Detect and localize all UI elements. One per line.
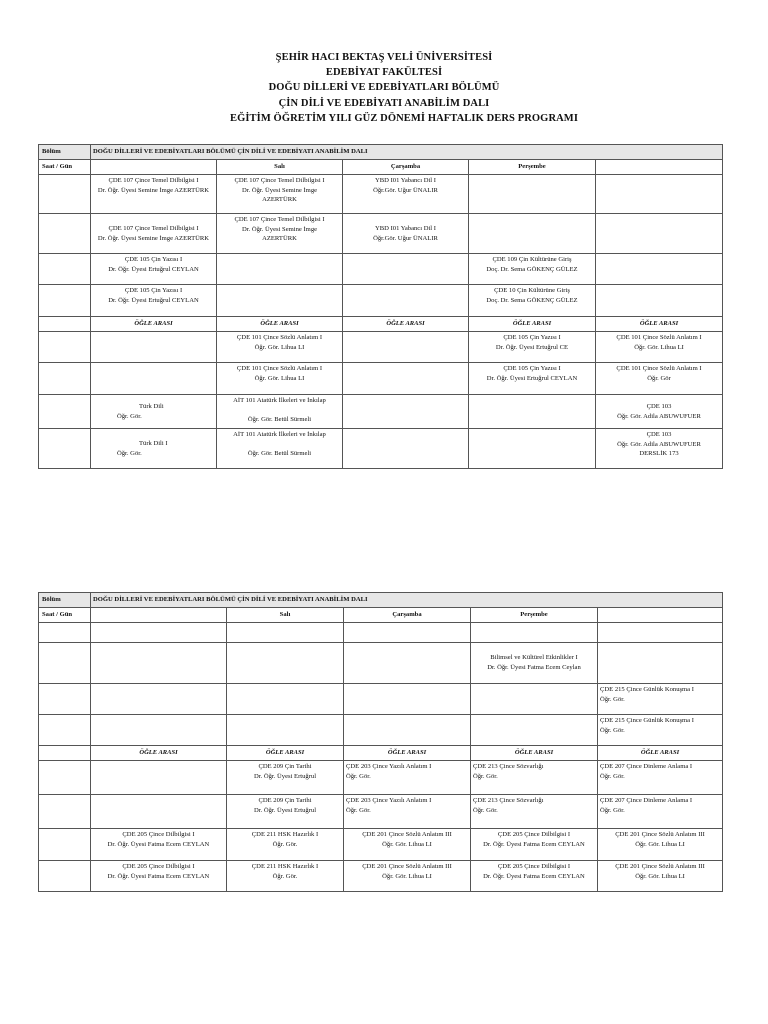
course-cell: AİT 101 Atatürk İlkeleri ve İnkılap Öğr. Gör. Betül Sürmeli (217, 429, 343, 469)
time-cell (39, 254, 91, 285)
lunch-break-row (39, 746, 723, 761)
course-cell (598, 643, 723, 684)
course-cell (91, 623, 227, 643)
table-row (39, 761, 723, 795)
time-cell (39, 861, 91, 892)
table-row (39, 623, 723, 643)
course-cell: ÇDE 101 Çince Sözlü Anlatım I Öğr. Gör. Lihua LI (596, 332, 723, 363)
department-cell: DOĞU DİLLERİ VE EDEBİYATLARI BÖLÜMÜ ÇİN DİLİ VE EDEBİYATI ANABİLİM DALI (91, 593, 723, 608)
course-cell: ÇDE 101 Çince Sözlü Anlatım I Öğr. Gör. Lihua LI (217, 363, 343, 395)
course-cell: ÇDE 107 Çince Temel Dilbilgisi I Dr. Öğr. Üyesi Semine İmge AZERTÜRK (217, 214, 343, 254)
table-row (39, 429, 723, 469)
bolum-label: Bölüm (39, 145, 91, 160)
time-cell (39, 317, 91, 332)
time-cell (39, 429, 91, 469)
course-cell: ÇDE 207 Çince Dinleme Anlama I Öğr. Gör. (598, 795, 723, 829)
course-cell: ÇDE 209 Çin Tarihi Dr. Öğr. Üyesi Ertuğrul (227, 795, 344, 829)
time-cell (39, 761, 91, 795)
course-cell (596, 285, 723, 317)
course-cell: ÇDE 201 Çince Sözlü Anlatım III Öğr. Gör. Lihua LI (598, 829, 723, 861)
course-cell: ÇDE 107 Çince Temel Dilbilgisi I Dr. Öğr. Üyesi Semine İmge AZERTÜRK (91, 214, 217, 254)
course-cell (91, 395, 217, 429)
table-row (39, 145, 723, 160)
saat-gun-label: Saat / Gün (39, 608, 91, 623)
day-header-wednesday: Çarşamba (343, 160, 469, 175)
table-row (39, 861, 723, 892)
course-cell: ÇDE 103 Öğr. Gör. Adila ABUWUFUER (596, 395, 723, 429)
course-cell: ÇDE 205 Çince Dilbilgisi I Dr. Öğr. Üyesi Fatma Ecem CEYLAN (91, 829, 227, 861)
day-header-tuesday: Salı (217, 160, 343, 175)
time-cell (39, 795, 91, 829)
course-cell (227, 623, 344, 643)
course-cell (344, 623, 471, 643)
course-cell (343, 285, 469, 317)
document-header (0, 50, 768, 126)
course-cell (91, 332, 217, 363)
course-cell (91, 684, 227, 715)
course-cell (469, 395, 596, 429)
course-cell (91, 643, 227, 684)
lunch-break-label: ÖĞLE ARASI (91, 746, 227, 761)
course-cell: ÇDE 213 Çince Sözvarlığı Öğr. Gör. (471, 761, 598, 795)
schedule-title: EĞİTİM ÖĞRETİM YILI GÜZ DÖNEMİ HAFTALIK DERS PROGRAMI (229, 112, 579, 124)
course-cell (344, 643, 471, 684)
table-row (39, 715, 723, 746)
time-cell (39, 746, 91, 761)
course-cell: ÇDE 215 Çince Günlük Konuşma I Öğr. Gör. (598, 715, 723, 746)
course-cell (227, 643, 344, 684)
course-cell: ÇDE 211 HSK Hazırlık I Öğr. Gör. (227, 829, 344, 861)
course-cell: ÇDE 213 Çince Sözvarlığı Öğr. Gör. (471, 795, 598, 829)
course-cell (596, 254, 723, 285)
schedule-table-second-year (38, 592, 723, 892)
table-row (39, 160, 723, 175)
day-header-monday (91, 160, 217, 175)
course-cell (471, 684, 598, 715)
course-cell (91, 363, 217, 395)
department-name: DOĞU DİLLERİ VE EDEBİYATLARI BÖLÜMÜ (268, 82, 500, 94)
time-cell (39, 684, 91, 715)
lunch-break-label: ÖĞLE ARASI (471, 746, 598, 761)
time-cell (39, 643, 91, 684)
course-cell (471, 623, 598, 643)
course-cell: ÇDE 201 Çince Sözlü Anlatım III Öğr. Gör. Lihua LI (344, 861, 471, 892)
course-cell (596, 175, 723, 214)
lunch-break-label: ÖĞLE ARASI (343, 317, 469, 332)
course-cell (471, 715, 598, 746)
university-name: ŞEHİR HACI BEKTAŞ VELİ ÜNİVERSİTESİ (275, 52, 493, 63)
course-cell (469, 214, 596, 254)
time-cell (39, 395, 91, 429)
course-cell: ÇDE 205 Çince Dilbilgisi I Dr. Öğr. Üyesi Fatma Ecem CEYLAN (471, 861, 598, 892)
course-cell (343, 363, 469, 395)
lunch-break-label: ÖĞLE ARASI (469, 317, 596, 332)
day-header-thursday: Perşembe (471, 608, 598, 623)
day-header-thursday: Perşembe (469, 160, 596, 175)
course-cell (217, 285, 343, 317)
time-cell (39, 332, 91, 363)
lunch-break-label: ÖĞLE ARASI (217, 317, 343, 332)
lunch-break-label: ÖĞLE ARASI (91, 317, 217, 332)
course-cell: ÇDE 105 Çin Yazısı I Dr. Öğr. Üyesi Ertuğrul CEYLAN (469, 363, 596, 395)
course-cell: ÇDE 209 Çin Tarihi Dr. Öğr. Üyesi Ertuğrul (227, 761, 344, 795)
instructor-name: Öğr. Gör. (117, 412, 142, 420)
table-row (39, 285, 723, 317)
lunch-break-label: ÖĞLE ARASI (598, 746, 723, 761)
time-cell (39, 623, 91, 643)
course-cell (343, 254, 469, 285)
course-cell: ÇDE 10 Çin Kültürüne Giriş Doç. Dr. Sema GÖKENÇ GÜLEZ (469, 285, 596, 317)
course-cell: ÇDE 107 Çince Temel Dilbilgisi I Dr. Öğr. Üyesi Semine İmge AZERTÜRK (91, 175, 217, 214)
course-cell (344, 684, 471, 715)
table-row (39, 214, 723, 254)
course-cell: ÇDE 205 Çince Dilbilgisi I Dr. Öğr. Üyesi Fatma Ecem CEYLAN (91, 861, 227, 892)
course-cell: YBD I01 Yabancı Dil I Öğr.Gör. Uğur ÜNALIR (343, 214, 469, 254)
time-cell (39, 214, 91, 254)
course-cell (469, 429, 596, 469)
table-row (39, 395, 723, 429)
time-cell (39, 715, 91, 746)
schedule-table-first-year (38, 144, 723, 469)
course-cell (91, 795, 227, 829)
course-cell: ÇDE 203 Çince Yazılı Anlatım I Öğr. Gör. (344, 761, 471, 795)
course-cell (598, 623, 723, 643)
lunch-break-label: ÖĞLE ARASI (227, 746, 344, 761)
time-cell (39, 829, 91, 861)
time-cell (39, 175, 91, 214)
saat-gun-label: Saat / Gün (39, 160, 91, 175)
course-cell: ÇDE 101 Çince Sözlü Anlatım I Öğr. Gör. Lihua LI (217, 332, 343, 363)
day-header-monday (91, 608, 227, 623)
course-cell: ÇDE 201 Çince Sözlü Anlatım III Öğr. Gör. Lihua LI (344, 829, 471, 861)
lunch-break-row (39, 317, 723, 332)
course-cell: ÇDE 203 Çince Yazılı Anlatım I Öğr. Gör. (344, 795, 471, 829)
course-cell: ÇDE 105 Çin Yazısı I Dr. Öğr. Üyesi Ertuğrul CEYLAN (91, 254, 217, 285)
course-cell: ÇDE 205 Çince Dilbilgisi I Dr. Öğr. Üyesi Fatma Ecem CEYLAN (471, 829, 598, 861)
day-header-wednesday: Çarşamba (344, 608, 471, 623)
course-cell: ÇDE 101 Çince Sözlü Anlatım I Öğr. Gör (596, 363, 723, 395)
lunch-break-label: ÖĞLE ARASI (344, 746, 471, 761)
time-cell (39, 363, 91, 395)
table-row (39, 684, 723, 715)
table-row (39, 254, 723, 285)
course-name: Türk Dili I (139, 439, 168, 447)
time-cell (39, 285, 91, 317)
course-cell: ÇDE 215 Çince Günlük Konuşma I Öğr. Gör. (598, 684, 723, 715)
table-row (39, 643, 723, 684)
course-cell: ÇDE 207 Çince Dinleme Anlama I Öğr. Gör. (598, 761, 723, 795)
course-cell: AİT 101 Atatürk İlkeleri ve İnkılap Öğr. Gör. Betül Sürmeli (217, 395, 343, 429)
course-cell (91, 429, 217, 469)
table-row (39, 795, 723, 829)
course-cell (217, 254, 343, 285)
lunch-break-label: ÖĞLE ARASI (596, 317, 723, 332)
course-cell (91, 715, 227, 746)
course-cell (343, 395, 469, 429)
table-row (39, 608, 723, 623)
table-row (39, 829, 723, 861)
course-cell (227, 684, 344, 715)
day-header-friday (596, 160, 723, 175)
course-cell (91, 761, 227, 795)
course-cell (596, 214, 723, 254)
course-cell: ÇDE 107 Çince Temel Dilbilgisi I Dr. Öğr. Üyesi Semine İmge AZERTÜRK (217, 175, 343, 214)
course-cell (343, 429, 469, 469)
course-cell (344, 715, 471, 746)
table-row (39, 175, 723, 214)
course-name: Türk Dili (139, 402, 164, 410)
bolum-label: Bölüm (39, 593, 91, 608)
instructor-name: Öğr. Gör. (117, 449, 142, 457)
course-cell: ÇDE 105 Çin Yazısı I Dr. Öğr. Üyesi Ertuğrul CE (469, 332, 596, 363)
course-cell: Bilimsel ve Kültürel Etkinlikler I Dr. Öğr. Üyesi Fatma Ecem Ceylan (471, 643, 598, 684)
table-row (39, 332, 723, 363)
division-name: ÇİN DİLİ VE EDEBİYATI ANABİLİM DALI (278, 97, 490, 109)
course-cell (227, 715, 344, 746)
faculty-name: EDEBİYAT FAKÜLTESİ (325, 67, 443, 79)
course-cell (469, 175, 596, 214)
course-cell: ÇDE 109 Çin Kültürüne Giriş Doç. Dr. Sema GÖKENÇ GÜLEZ (469, 254, 596, 285)
day-header-friday (598, 608, 723, 623)
department-cell: DOĞU DİLLERİ VE EDEBİYATLARI BÖLÜMÜ ÇİN DİLİ VE EDEBİYATI ANABİLİM DALI (91, 145, 723, 160)
table-row (39, 363, 723, 395)
course-cell: YBD I01 Yabancı Dil I Öğr.Gör. Uğur ÜNALIR (343, 175, 469, 214)
day-header-tuesday: Salı (227, 608, 344, 623)
course-cell: ÇDE 201 Çince Sözlü Anlatım III Öğr. Gör. Lihua LI (598, 861, 723, 892)
course-cell: ÇDE 103 Öğr. Gör. Adila ABUWUFUER DERSLİK 173 (596, 429, 723, 469)
course-cell: ÇDE 105 Çin Yazısı I Dr. Öğr. Üyesi Ertuğrul CEYLAN (91, 285, 217, 317)
course-cell (343, 332, 469, 363)
course-cell: ÇDE 211 HSK Hazırlık I Öğr. Gör. (227, 861, 344, 892)
table-row (39, 593, 723, 608)
